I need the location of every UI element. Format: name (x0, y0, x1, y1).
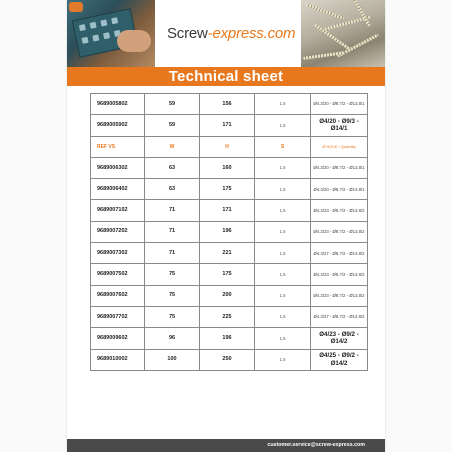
table-header-row (91, 136, 368, 157)
w-cell: 59 (145, 115, 200, 136)
s-cell: 1,5 (255, 264, 311, 285)
s-cell: 1,5 (255, 221, 311, 242)
ref-cell: 9689007102 (91, 200, 145, 221)
w-cell: 59 (145, 94, 200, 115)
ref-cell: 9689007602 (91, 285, 145, 306)
qty-cell: Ø4.3/20 - Ø8.7/2 - Ø13.8/1 (311, 157, 368, 178)
ref-cell: 9689007702 (91, 306, 145, 327)
table-row (91, 264, 368, 285)
workshop-photo (67, 0, 155, 67)
ref-cell: 9689005802 (91, 94, 145, 115)
screws-photo (301, 0, 385, 67)
ref-cell: 9689010002 (91, 349, 145, 370)
ref-cell: 9689006302 (91, 157, 145, 178)
h-cell: 200 (200, 285, 255, 306)
table-row (91, 157, 368, 178)
h-cell: 171 (200, 115, 255, 136)
ref-cell: 9689007302 (91, 243, 145, 264)
ref-cell: REF VS (91, 136, 145, 157)
w-cell: 75 (145, 285, 200, 306)
brand-logo: Screw-express.com (167, 25, 296, 42)
table-row (91, 200, 368, 221)
h-cell: 156 (200, 94, 255, 115)
table-row (91, 94, 368, 115)
header-banner (67, 0, 385, 67)
qty-cell: Ø4.3/23 - Ø8.7/2 - Ø13.8/2 (311, 221, 368, 242)
qty-cell: Ø4.3/20 - Ø8.7/2 - Ø13.8/1 (311, 179, 368, 200)
w-cell: 71 (145, 200, 200, 221)
s-cell: 1,5 (255, 328, 311, 349)
qty-cell: Ø4.3/23 - Ø8.7/2 - Ø13.8/2 (311, 285, 368, 306)
ref-cell: 9689007502 (91, 264, 145, 285)
s-cell: 1,5 (255, 306, 311, 327)
s-cell: 1,5 (255, 157, 311, 178)
h-cell: H (200, 136, 255, 157)
s-cell: 1,5 (255, 179, 311, 200)
table-row (91, 306, 368, 327)
qty-cell: Ø4/20 - Ø9/3 - Ø14/1 (311, 115, 368, 136)
h-cell: 221 (200, 243, 255, 264)
h-cell: 196 (200, 328, 255, 349)
h-cell: 175 (200, 179, 255, 200)
s-cell: 1,5 (255, 94, 311, 115)
w-cell: 75 (145, 264, 200, 285)
qty-cell: Ø4.3/23 - Ø8.7/2 - Ø13.8/2 (311, 264, 368, 285)
h-cell: 160 (200, 157, 255, 178)
w-cell: W (145, 136, 200, 157)
s-cell: 1,5 (255, 115, 311, 136)
qty-cell: Ø4.3/27 - Ø8.7/2 - Ø13.8/2 (311, 306, 368, 327)
h-cell: 196 (200, 221, 255, 242)
ref-cell: 9689006402 (91, 179, 145, 200)
qty-cell: Ø4.3/20 - Ø8.7/2 - Ø13.8/1 (311, 94, 368, 115)
w-cell: 63 (145, 179, 200, 200)
table-row (91, 328, 368, 349)
s-cell: 1,5 (255, 200, 311, 221)
table-row (91, 349, 368, 370)
w-cell: 96 (145, 328, 200, 349)
table-row (91, 243, 368, 264)
sheet-title: Technical sheet (67, 67, 385, 86)
w-cell: 71 (145, 221, 200, 242)
s-cell: 1,5 (255, 349, 311, 370)
h-cell: 175 (200, 264, 255, 285)
ref-cell: 9689005902 (91, 115, 145, 136)
s-cell: S (255, 136, 311, 157)
table-row (91, 221, 368, 242)
h-cell: 171 (200, 200, 255, 221)
s-cell: 1,5 (255, 243, 311, 264)
qty-cell: Ø HOLE / Quantity (311, 136, 368, 157)
w-cell: 100 (145, 349, 200, 370)
qty-cell: Ø4/25 - Ø9/2 - Ø14/2 (311, 349, 368, 370)
ref-cell: 9689009602 (91, 328, 145, 349)
qty-cell: Ø4.3/27 - Ø8.7/2 - Ø13.8/2 (311, 243, 368, 264)
table-row (91, 285, 368, 306)
h-cell: 250 (200, 349, 255, 370)
table-row (91, 179, 368, 200)
w-cell: 71 (145, 243, 200, 264)
ref-cell: 9689007202 (91, 221, 145, 242)
qty-cell: Ø4.3/23 - Ø8.7/2 - Ø13.8/2 (311, 200, 368, 221)
h-cell: 225 (200, 306, 255, 327)
qty-cell: Ø4/23 - Ø9/2 - Ø14/2 (311, 328, 368, 349)
s-cell: 1,5 (255, 285, 311, 306)
footer-bar (67, 439, 385, 452)
footer-email[interactable]: customer.service@screw-express.com (267, 442, 365, 448)
technical-table (90, 93, 368, 371)
w-cell: 63 (145, 157, 200, 178)
w-cell: 75 (145, 306, 200, 327)
table-row (91, 115, 368, 136)
document-page (67, 0, 385, 452)
